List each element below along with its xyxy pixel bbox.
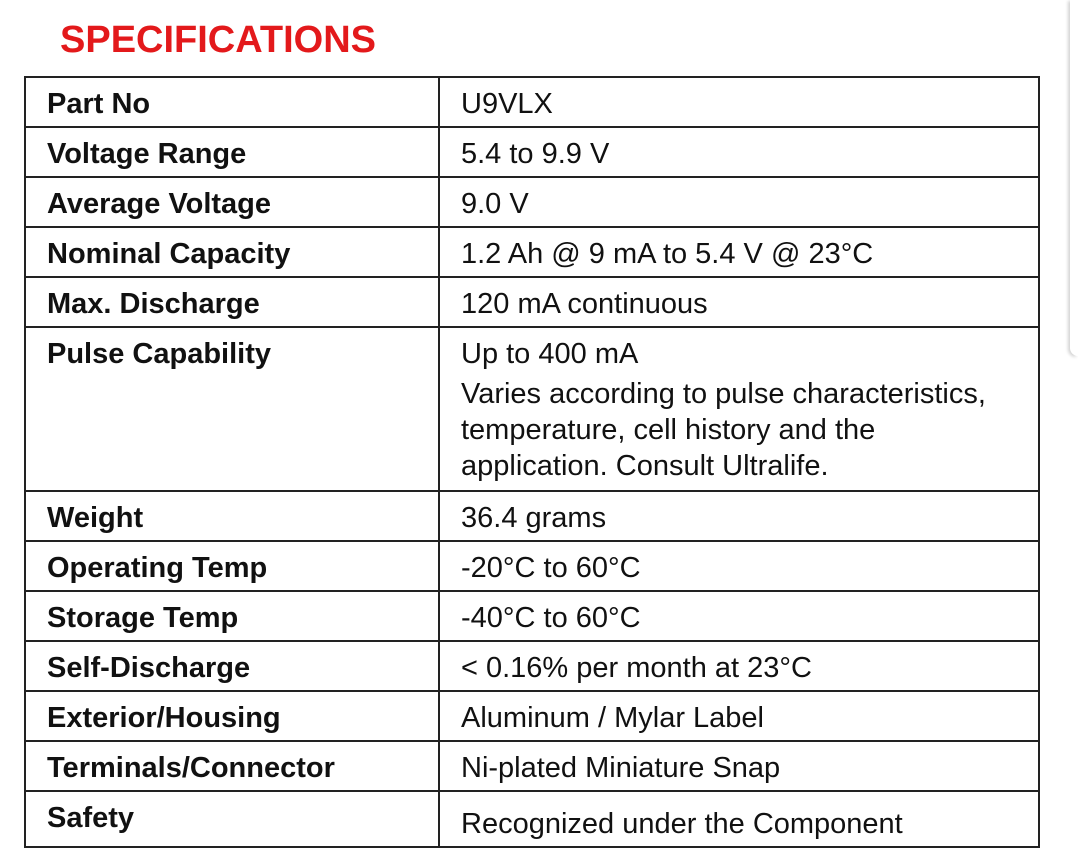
row-value: [439, 791, 1039, 847]
row-label: [25, 327, 439, 491]
row-value: [439, 277, 1039, 327]
label-text: Self-Discharge: [47, 652, 251, 684]
table-row-storage-temp: [25, 591, 1039, 641]
row-label: [25, 77, 439, 127]
value-text: Recognized under the Component: [461, 808, 903, 840]
value-text: Aluminum / Mylar Label: [461, 702, 764, 734]
row-label: [25, 641, 439, 691]
row-label: [25, 541, 439, 591]
label-text: Terminals/Connector: [47, 752, 335, 784]
row-label: [25, 691, 439, 741]
value-text: < 0.16% per month at 23°C: [461, 652, 812, 684]
table-row-self-discharge: [25, 641, 1039, 691]
row-label: [25, 177, 439, 227]
row-label: [25, 277, 439, 327]
row-value: [439, 127, 1039, 177]
table-row-voltage-range: [25, 127, 1039, 177]
label-text: Weight: [47, 502, 144, 534]
value-text: Up to 400 mA: [461, 338, 639, 370]
table-row-average-voltage: [25, 177, 1039, 227]
label-text: Max. Discharge: [47, 288, 260, 320]
page-title: SPECIFICATIONS: [60, 19, 376, 61]
label-text: Storage Temp: [47, 602, 239, 634]
table-row-part-no: [25, 77, 1039, 127]
row-value: [439, 491, 1039, 541]
row-value: [439, 741, 1039, 791]
label-text: Pulse Capability: [47, 338, 272, 370]
row-value: [439, 177, 1039, 227]
value-text: 1.2 Ah @ 9 mA to 5.4 V @ 23°C: [461, 238, 874, 270]
value-text: 9.0 V: [461, 188, 529, 220]
row-label: [25, 791, 439, 847]
table-row-safety: [25, 791, 1039, 847]
row-label: [25, 227, 439, 277]
specifications-table: [24, 76, 1040, 848]
table-row-operating-temp: [25, 541, 1039, 591]
value-text: 5.4 to 9.9 V: [461, 138, 610, 170]
row-value: [439, 691, 1039, 741]
value-text: U9VLX: [461, 88, 553, 120]
table-row-terminals-connector: [25, 741, 1039, 791]
row-value: [439, 327, 1039, 491]
label-text: Safety: [47, 802, 135, 834]
row-label: [25, 127, 439, 177]
row-label: [25, 741, 439, 791]
table-row-max-discharge: [25, 277, 1039, 327]
value-text: 36.4 grams: [461, 502, 607, 534]
label-text: Average Voltage: [47, 188, 272, 220]
table-row-nominal-capacity: [25, 227, 1039, 277]
value-text: -20°C to 60°C: [461, 552, 641, 584]
label-text: Nominal Capacity: [47, 238, 291, 270]
value-text: -40°C to 60°C: [461, 602, 641, 634]
table-row-weight: [25, 491, 1039, 541]
row-label: [25, 491, 439, 541]
value-note: Varies according to pulse characteristics, temperature, cell history and the application. Consult Ultralife.: [461, 378, 986, 482]
row-value: [439, 591, 1039, 641]
row-value: [439, 77, 1039, 127]
table-row-exterior-housing: [25, 691, 1039, 741]
label-text: Voltage Range: [47, 138, 247, 170]
value-text: 120 mA continuous: [461, 288, 708, 320]
row-value: [439, 641, 1039, 691]
row-value: [439, 541, 1039, 591]
table-row-pulse-capability: [25, 327, 1039, 491]
label-text: Exterior/Housing: [47, 702, 281, 734]
row-label: [25, 591, 439, 641]
row-value: [439, 227, 1039, 277]
scroll-edge-indicator: [1070, 0, 1078, 356]
label-text: Operating Temp: [47, 552, 268, 584]
label-text: Part No: [47, 88, 151, 120]
value-text: Ni-plated Miniature Snap: [461, 752, 781, 784]
